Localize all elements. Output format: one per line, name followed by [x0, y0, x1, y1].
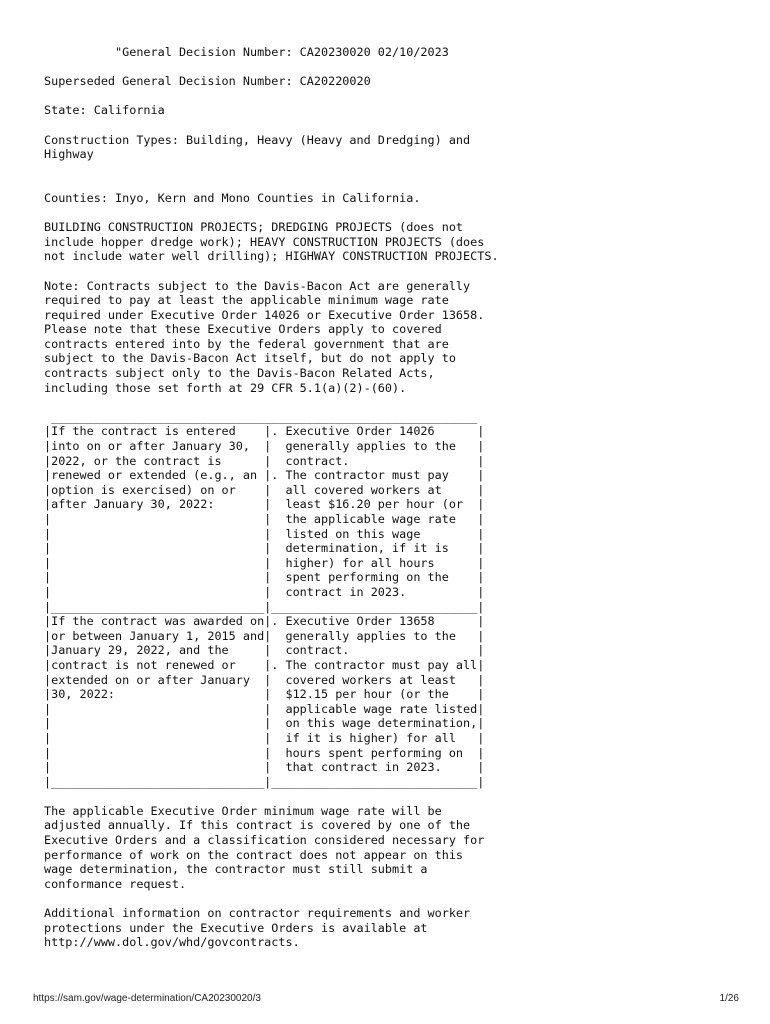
document-line: not include water well drilling); HIGHWAY CONSTRUCTION PROJECTS. [44, 249, 499, 264]
document-line: State: California [44, 103, 165, 118]
document-line: Note: Contracts subject to the Davis-Bacon Act are generally [44, 278, 471, 293]
document-line: Please note that these Executive Orders apply to covered [44, 322, 442, 337]
document-line: |If the contract was awarded on|. Executive Order 13658 | [44, 614, 485, 629]
document-line: http://www.dol.gov/whd/govcontracts. [44, 935, 300, 950]
document-line: |or between January 1, 2015 and| generally applies to the | [44, 628, 485, 643]
document-line: |renewed or extended (e.g., an |. The contractor must pay | [44, 468, 485, 483]
document-line: | | spent performing on the | [44, 570, 485, 585]
document-line: contracts entered into by the federal government that are [44, 336, 449, 351]
document-line: Additional information on contractor requirements and worker [44, 906, 471, 921]
document-line: Highway [44, 147, 94, 162]
document-line: |into on or after January 30, | generally applies to the | [44, 439, 485, 454]
document-line: | | listed on this wage | [44, 526, 485, 541]
document-line: The applicable Executive Order minimum wage rate will be [44, 803, 442, 818]
document-line: Counties: Inyo, Kern and Mono Counties in California. [44, 190, 421, 205]
document-line: including those set forth at 29 CFR 5.1(a)(2)-(60). [44, 380, 407, 395]
document-line: |contract is not renewed or |. The contractor must pay all| [44, 657, 485, 672]
footer-url: https://sam.gov/wage-determination/CA20230020/3 [33, 993, 261, 1004]
document-line: | | determination, if it is | [44, 541, 485, 556]
document-line: Construction Types: Building, Heavy (Heavy and Dredging) and [44, 132, 471, 147]
document-line: subject to the Davis-Bacon Act itself, but do not apply to [44, 351, 456, 366]
document-line: | | contract in 2023. | [44, 584, 485, 599]
wage-determination-text [44, 45, 499, 950]
document-line: required under Executive Order 14026 or Executive Order 13658. [44, 307, 485, 322]
document-line: |January 29, 2022, and the | contract. | [44, 643, 485, 658]
document-line: include hopper dredge work); HEAVY CONSTRUCTION PROJECTS (does [44, 234, 485, 249]
document-line: adjusted annually. If this contract is covered by one of the [44, 818, 471, 833]
document-line: |after January 30, 2022: | least $16.20 per hour (or | [44, 497, 485, 512]
document-line: |30, 2022: | $12.15 per hour (or the | [44, 687, 485, 702]
document-line: | | applicable wage rate listed| [44, 701, 485, 716]
document-line: protections under the Executive Orders is available at [44, 920, 428, 935]
document-line: | | the applicable wage rate | [44, 512, 485, 526]
document-line: conformance request. [44, 876, 187, 891]
document-line: |option is exercised) on or | all covered workers at | [44, 482, 485, 497]
document-line: |______________________________|_____________________________| [44, 599, 485, 614]
document-line: | | higher) for all hours | [44, 555, 485, 570]
document-line: | | on this wage determination,| [44, 716, 485, 731]
document-line: | | that contract in 2023. | [44, 760, 485, 775]
document-line: |______________________________|_____________________________| [44, 774, 485, 789]
document-line: wage determination, the contractor must still submit a [44, 862, 428, 877]
document-line: | | hours spent performing on | [44, 745, 485, 760]
document-line: |If the contract is entered |. Executive Order 14026 | [44, 424, 485, 439]
document-line: |extended on or after January | covered workers at least | [44, 672, 485, 687]
document-line: BUILDING CONSTRUCTION PROJECTS; DREDGING PROJECTS (does not [44, 220, 464, 235]
document-line: required to pay at least the applicable minimum wage rate [44, 293, 449, 308]
document-line: Superseded General Decision Number: CA20220020 [44, 74, 371, 89]
document-line: contracts subject only to the Davis-Bacon Related Acts, [44, 366, 435, 381]
document-line: ____________________________________________________________ [44, 409, 478, 424]
document-line: "General Decision Number: CA20230020 02/10/2023 [44, 45, 449, 59]
document-line: Executive Orders and a classification considered necessary for [44, 833, 485, 848]
document-line: performance of work on the contract does not appear on this [44, 847, 464, 862]
footer-page-number: 1/26 [719, 993, 739, 1004]
document-line: | | if it is higher) for all | [44, 730, 485, 745]
document-line: |2022, or the contract is | contract. | [44, 453, 485, 468]
